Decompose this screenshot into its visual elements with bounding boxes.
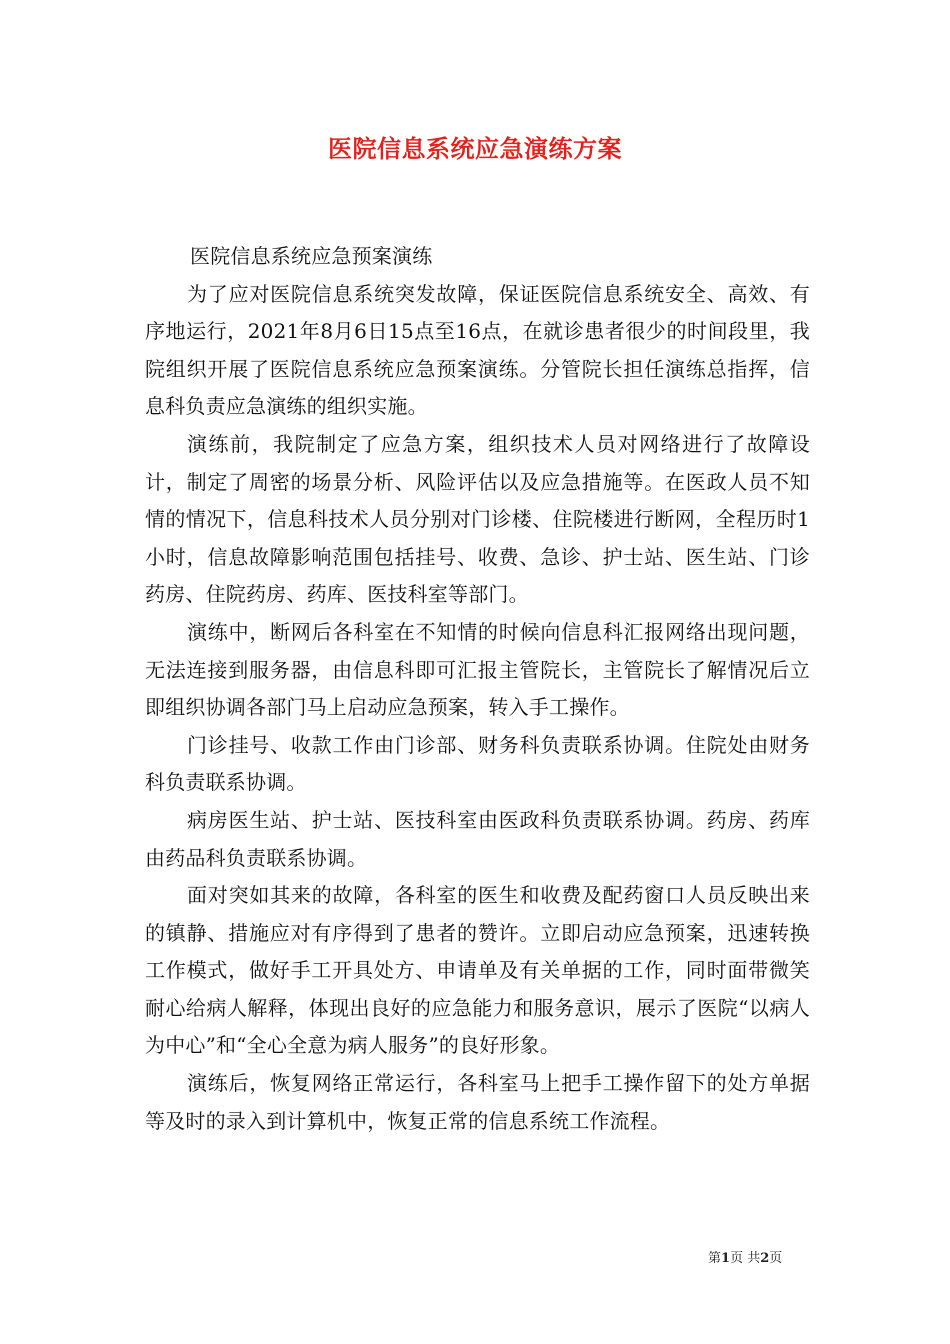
footer-suffix: 页 (769, 1251, 783, 1266)
footer-current-page: 1 (721, 1251, 731, 1266)
page-number-footer (708, 1250, 782, 1268)
paragraph-after-drill: 演练后，恢复网络正常运行，各科室马上把手工操作留下的处方单据等及时的录入到计算机中，恢复正常的信息系统工作流程。 (145, 1071, 810, 1133)
footer-prefix: 第 (708, 1251, 722, 1266)
document-title: 医院信息系统应急演练方案 (328, 134, 622, 163)
paragraph-ward: 病房医生站、护士站、医技科室由医政科负责联系协调。药房、药库由药品科负责联系协调。 (145, 807, 810, 870)
paragraph-heading: 医院信息系统应急预案演练 (190, 244, 433, 268)
document-body (145, 238, 810, 1140)
footer-middle: 页 共 (730, 1251, 761, 1266)
footer-total-pages: 2 (760, 1251, 770, 1266)
paragraph-during-drill: 演练中，断网后各科室在不知情的时候向信息科汇报网络出现问题，无法连接到服务器，由信息科即可汇报主管院长，主管院长了解情况后立即组织协调各部门马上启动应急预案，转入手工操作。 (145, 619, 810, 720)
paragraph-before-drill: 演练前，我院制定了应急方案，组织技术人员对网络进行了故障设计，制定了周密的场景分析、风险评估以及应急措施等。在医政人员不知情的情况下，信息科技术人员分别对门诊楼、住院楼进行断网，全程历时1小时，信息故障影响范围包括挂号、收费、急诊、护士站、医生站、门诊药房、住院药房、药库、医技科室等部门。 (145, 431, 810, 607)
paragraph-outpatient: 门诊挂号、收款工作由门诊部、财务科负责联系协调。住院处由财务科负责联系协调。 (145, 732, 810, 795)
paragraph-response: 面对突如其来的故障，各科室的医生和收费及配药窗口人员反映出来的镇静、措施应对有序得到了患者的赞许。立即启动应急预案，迅速转换工作模式，做好手工开具处方、申请单及有关单据的工作，同时面带微笑耐心给病人解释，体现出良好的应急能力和服务意识，展示了医院“以病人为中心”和“全心全意为病人服务”的良好形象。 (145, 883, 810, 1058)
paragraph-intro: 为了应对医院信息系统突发故障，保证医院信息系统安全、高效、有序地运行，2021年8月6日15点至16点，在就诊患者很少的时间段里，我院组织开展了医院信息系统应急预案演练。分管院长担任演练总指挥，信息科负责应急演练的组织实施。 (145, 281, 810, 419)
